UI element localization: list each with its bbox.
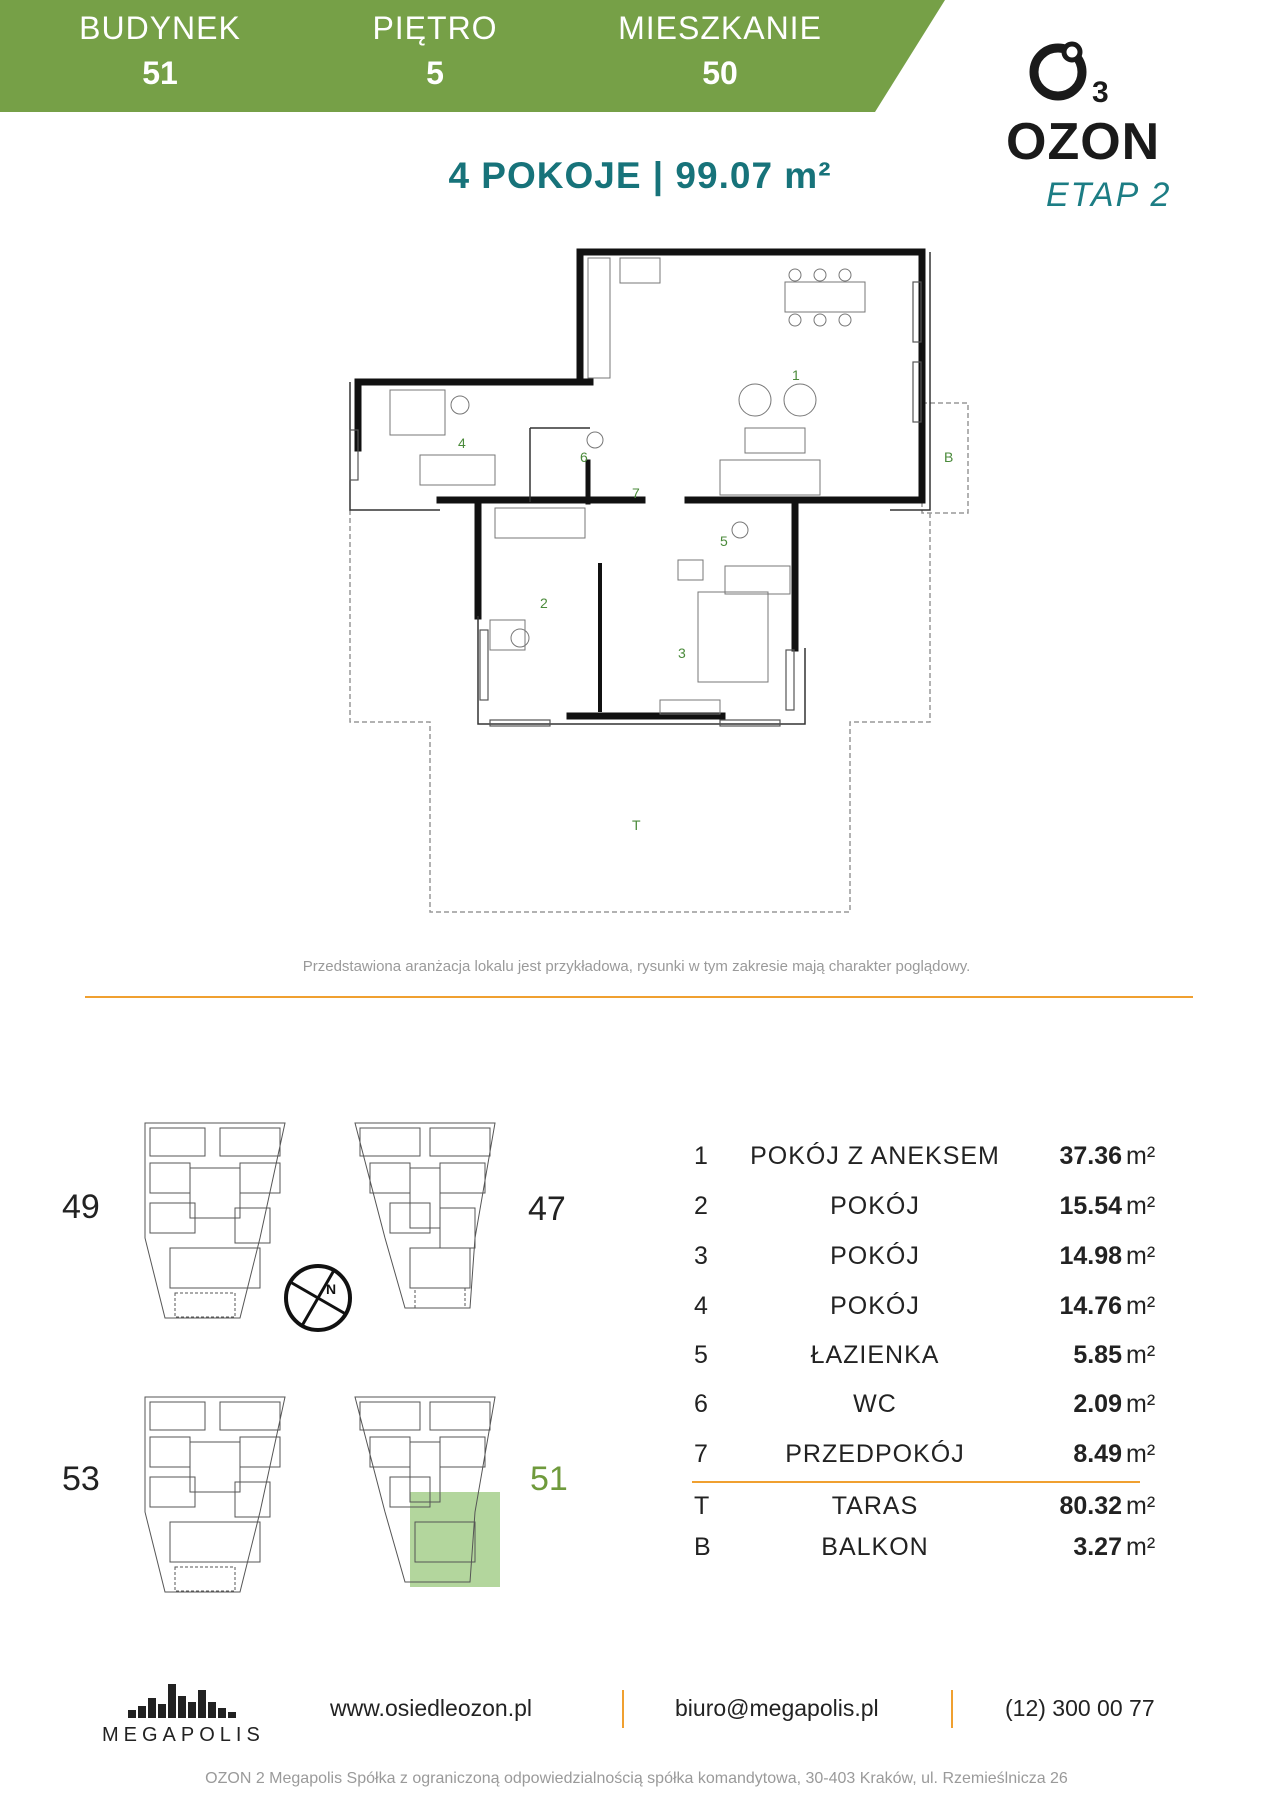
room-name: WC	[853, 1390, 897, 1418]
building-53-label: 53	[62, 1460, 100, 1498]
room-unit: m²	[1126, 1341, 1156, 1369]
outdoor-area: 3.27	[1073, 1533, 1122, 1561]
room-number: 4	[694, 1292, 708, 1320]
plan-label-4: 4	[458, 435, 466, 451]
room-area: 14.76	[1059, 1292, 1122, 1320]
building-47-thumbnail	[350, 1118, 500, 1323]
plan-label-5: 5	[720, 533, 728, 549]
plan-label-2: 2	[540, 595, 548, 611]
room-row	[690, 1288, 1156, 1322]
skyline-icon	[100, 1672, 270, 1722]
plan-label-3: 3	[678, 645, 686, 661]
room-unit: m²	[1126, 1142, 1156, 1170]
compass-north-icon	[282, 1262, 358, 1338]
room-row	[690, 1436, 1156, 1470]
room-number: 1	[694, 1142, 708, 1170]
room-number: 7	[694, 1440, 708, 1468]
terrace-outline	[350, 510, 930, 912]
page-title: 4 POKOJE | 99.07 m²	[448, 155, 832, 196]
walls	[358, 252, 922, 716]
room-row	[690, 1386, 1156, 1420]
outdoor-area: 80.32	[1059, 1492, 1122, 1520]
plan-label-t: T	[632, 817, 641, 833]
room-number: 3	[694, 1242, 708, 1270]
outdoor-code: B	[694, 1533, 711, 1561]
apartment-label: MIESZKANIE	[618, 10, 822, 46]
room-name: ŁAZIENKA	[810, 1341, 940, 1369]
room-number: 6	[694, 1390, 708, 1418]
footer-divider	[622, 1690, 624, 1728]
phone-number[interactable]: (12) 300 00 77	[1005, 1695, 1155, 1721]
room-number: 5	[694, 1341, 708, 1369]
outdoor-name: BALKON	[821, 1533, 929, 1561]
room-area: 5.85	[1073, 1341, 1122, 1369]
room-unit: m²	[1126, 1242, 1156, 1270]
building-49-thumbnail	[140, 1118, 290, 1323]
selected-apartment-highlight	[410, 1492, 500, 1587]
o3-mark-icon	[1000, 28, 1200, 118]
room-area: 14.98	[1059, 1242, 1122, 1270]
room-row	[690, 1138, 1156, 1172]
room-labels	[458, 367, 953, 833]
disclaimer: Przedstawiona aranżacja lokalu jest przykładowa, rysunki w tym zakresie mają charakter poglądowy.	[302, 958, 971, 975]
plan-label-6: 6	[580, 449, 588, 465]
building-51-label: 51	[530, 1460, 568, 1498]
room-name: POKÓJ	[830, 1242, 920, 1270]
outdoor-row	[690, 1488, 1156, 1522]
compass-label: N	[326, 1281, 337, 1297]
apartment-info	[580, 10, 860, 92]
floor-plan	[330, 240, 1010, 920]
legal-notice: OZON 2 Megapolis Spółka z ograniczoną odpowiedzialnością spółka komandytowa, 30-403 Kraków, ul. Rzemieślnicza 26	[205, 1770, 1068, 1787]
room-name: POKÓJ	[830, 1192, 920, 1220]
building-49-label: 49	[62, 1188, 100, 1226]
room-area: 2.09	[1073, 1390, 1122, 1418]
building-51-thumbnail	[350, 1392, 500, 1597]
room-area: 8.49	[1073, 1440, 1122, 1468]
logo-word: OZON	[1006, 113, 1161, 171]
building-53-thumbnail	[140, 1392, 290, 1597]
room-area: 15.54	[1059, 1192, 1122, 1220]
apartment-value: 50	[702, 55, 738, 91]
table-separator	[692, 1481, 1140, 1483]
room-row	[690, 1238, 1156, 1272]
room-row	[690, 1188, 1156, 1222]
logo-stage: ETAP 2	[1046, 176, 1172, 214]
room-name: POKÓJ Z ANEKSEM	[750, 1142, 1000, 1170]
room-unit: m²	[1126, 1440, 1156, 1468]
logo-sub: 3	[1092, 76, 1109, 109]
plan-label-7: 7	[632, 485, 640, 501]
windows	[350, 282, 921, 726]
website-link[interactable]: www.osiedleozon.pl	[330, 1695, 533, 1721]
room-name: PRZEDPOKÓJ	[785, 1440, 965, 1468]
room-number: 2	[694, 1192, 708, 1220]
outdoor-name: TARAS	[831, 1492, 919, 1520]
outdoor-code: T	[694, 1492, 710, 1520]
room-row	[690, 1337, 1156, 1371]
building-value: 51	[142, 55, 178, 91]
outer-thin-walls	[350, 252, 930, 724]
floor-info	[325, 10, 545, 92]
footer-divider	[951, 1690, 953, 1728]
outdoor-unit: m²	[1126, 1533, 1156, 1561]
room-unit: m²	[1126, 1390, 1156, 1418]
plan-label-1: 1	[792, 367, 800, 383]
floor-label: PIĘTRO	[372, 10, 498, 46]
room-name: POKÓJ	[830, 1292, 920, 1320]
ozon-logo	[1000, 28, 1200, 218]
building-info	[45, 10, 275, 92]
room-area: 37.36	[1059, 1142, 1122, 1170]
email-link[interactable]: biuro@megapolis.pl	[675, 1695, 879, 1721]
outdoor-unit: m²	[1126, 1492, 1156, 1520]
megapolis-logo	[100, 1672, 270, 1762]
megapolis-wordmark: MEGAPOLIS	[102, 1724, 265, 1746]
outdoor-row	[690, 1529, 1156, 1563]
room-unit: m²	[1126, 1292, 1156, 1320]
building-label: BUDYNEK	[79, 10, 241, 46]
divider-line	[85, 996, 1193, 998]
plan-label-b: B	[944, 449, 954, 465]
building-47-label: 47	[528, 1190, 566, 1228]
floor-value: 5	[426, 55, 444, 91]
room-unit: m²	[1126, 1192, 1156, 1220]
